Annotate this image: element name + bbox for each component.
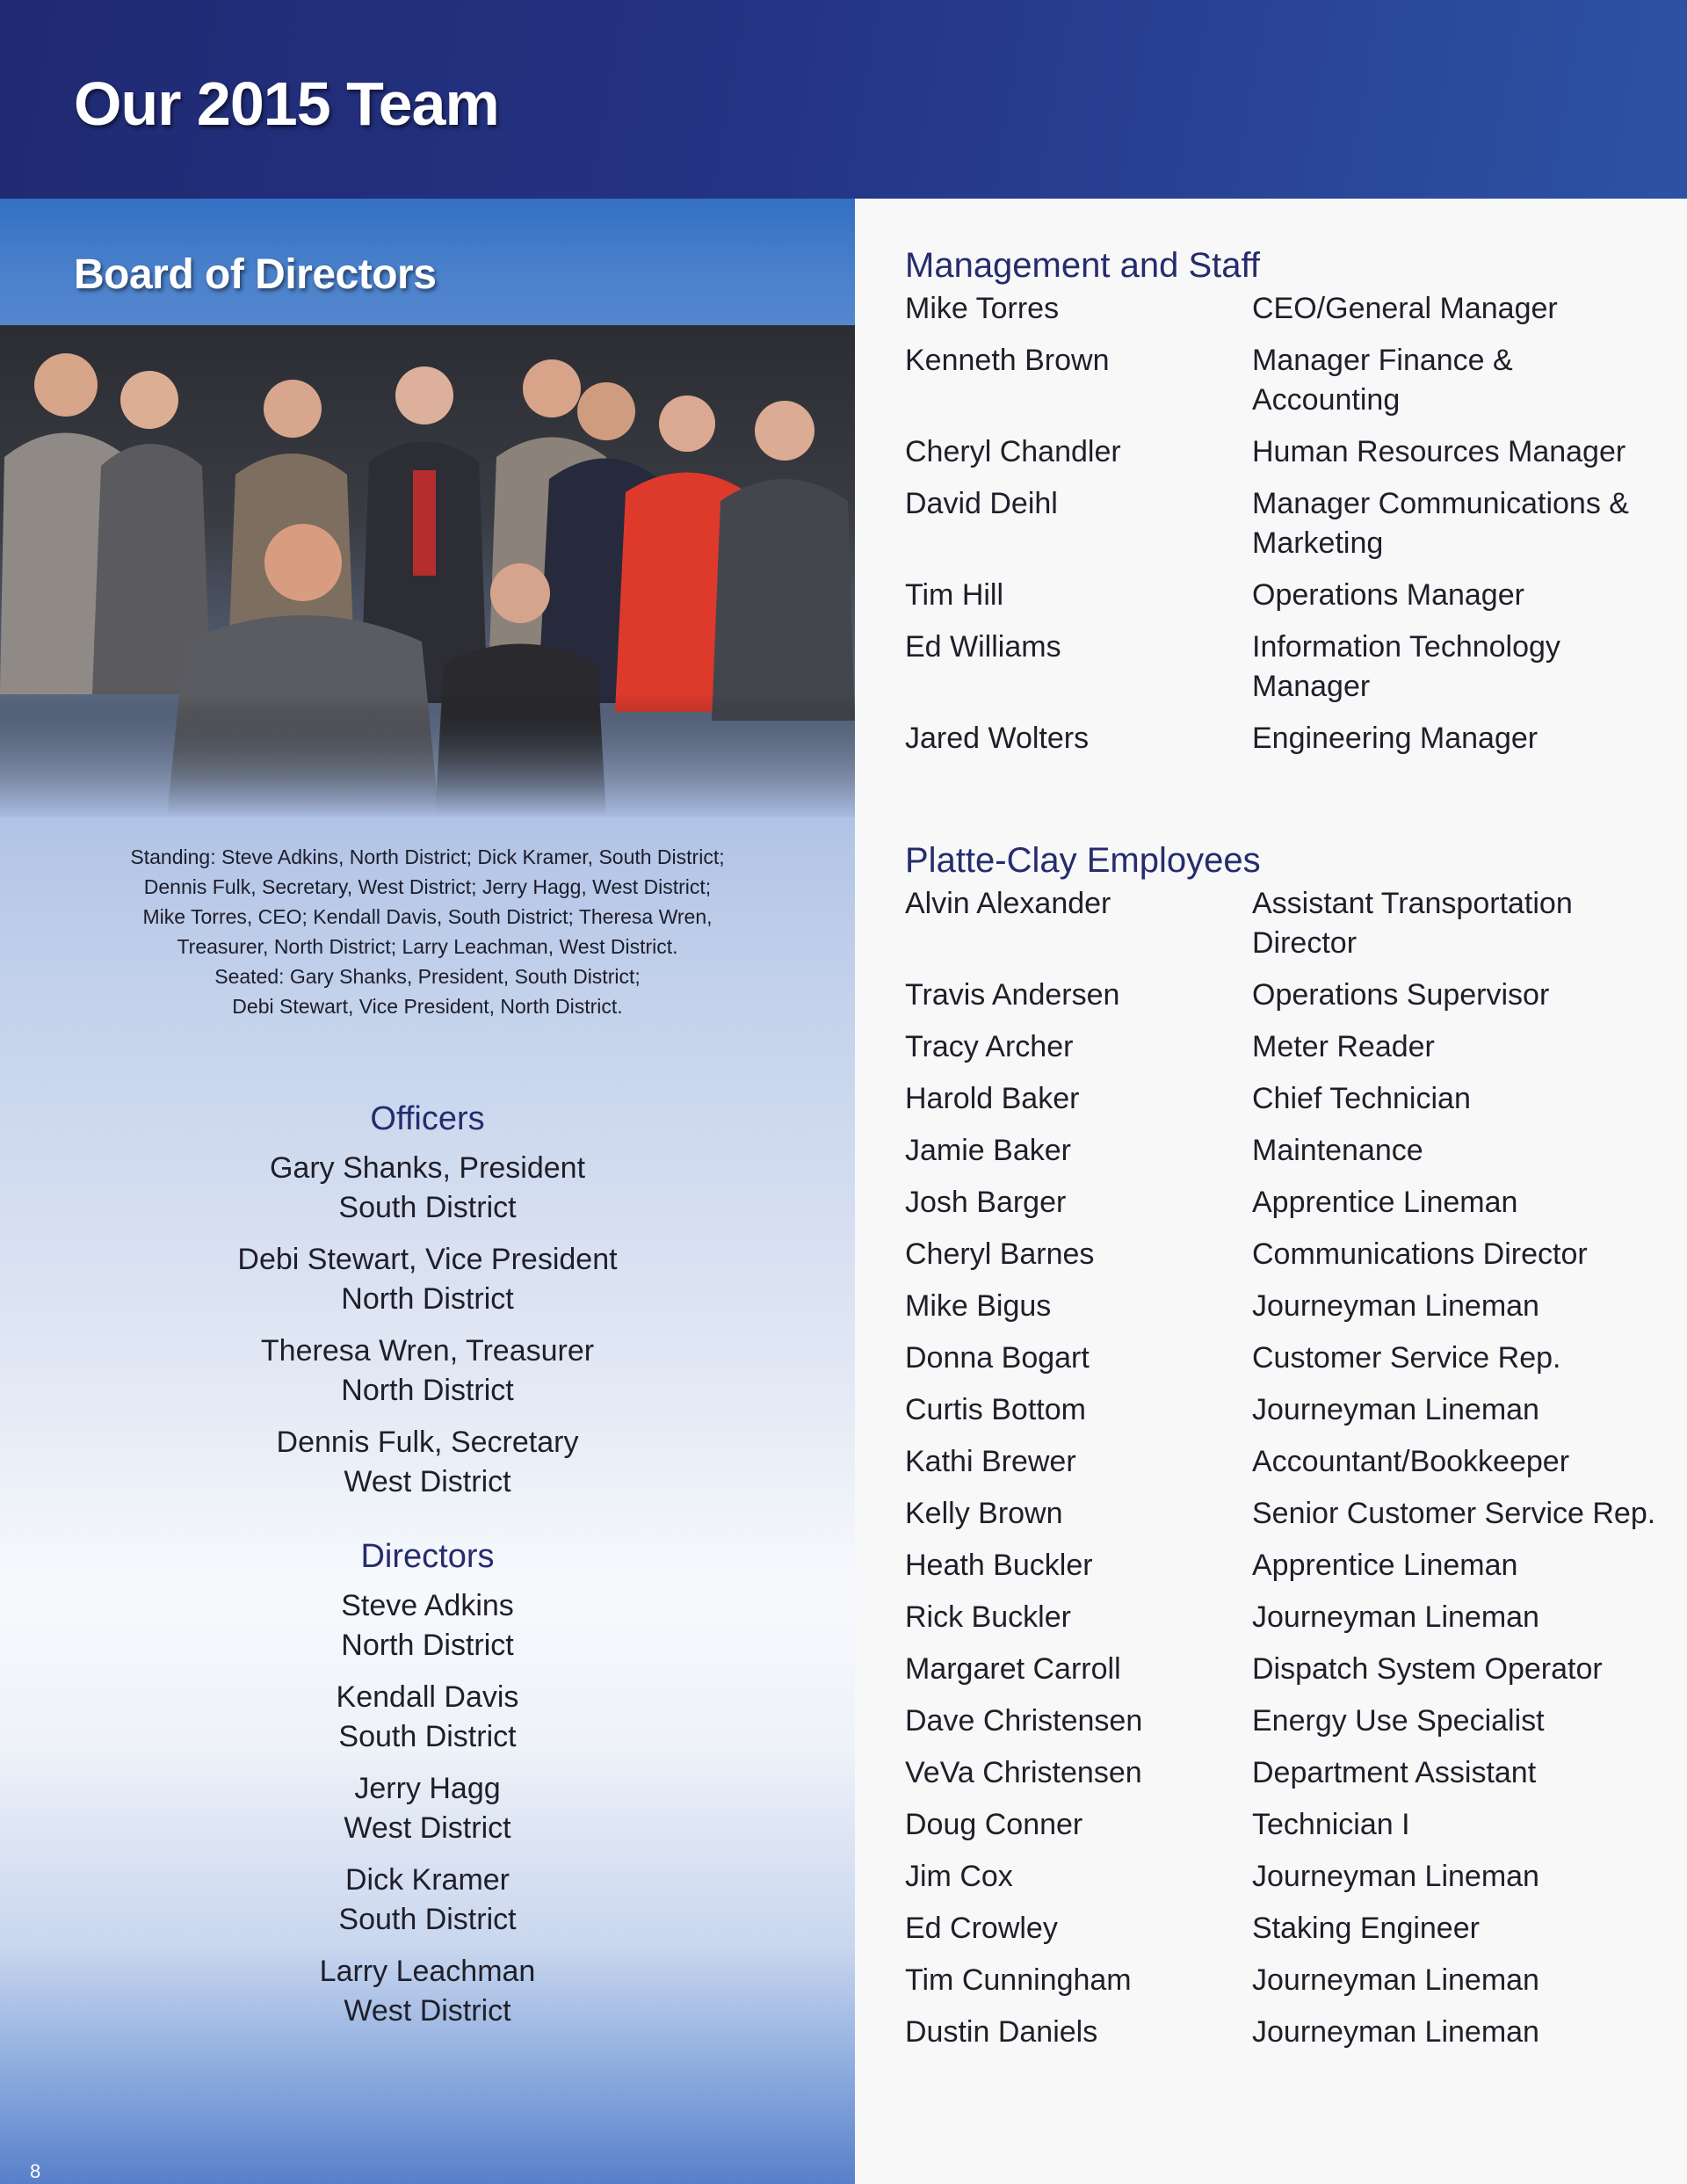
employee-row [905, 1390, 1661, 1430]
staff-name: Cheryl Chandler [905, 435, 1121, 468]
employee-row [905, 1650, 1661, 1689]
employee-row [905, 1183, 1661, 1223]
director-entry [0, 1678, 855, 1757]
employee-title: Apprentice Lineman [1252, 1549, 1518, 1582]
board-group-photo [0, 325, 855, 817]
board-heading: Board of Directors [74, 251, 437, 298]
employee-name: Kathi Brewer [905, 1445, 1076, 1478]
staff-title: Engineering Manager [1252, 722, 1539, 755]
employee-name: Ed Crowley [905, 1912, 1058, 1945]
caption-line: Dennis Fulk, Secretary, West District; Jerry Hagg, West District; [143, 875, 712, 898]
caption-line: Mike Torres, CEO; Kendall Davis, South District; Theresa Wren, [142, 905, 713, 928]
employee-name: Jamie Baker [905, 1134, 1071, 1167]
employee-row [905, 1235, 1661, 1274]
employee-row [905, 1546, 1661, 1585]
staff-title: Manager Finance & Accounting [1252, 344, 1513, 417]
page-title: Our 2015 Team [74, 69, 499, 138]
officers-heading: Officers [370, 1100, 485, 1137]
director-entry [0, 1952, 855, 2031]
employee-name: Harold Baker [905, 1082, 1080, 1115]
director-name: Larry Leachman [319, 1955, 536, 1988]
employee-name: Doug Conner [905, 1808, 1083, 1841]
employee-name: Dave Christensen [905, 1704, 1143, 1738]
employee-row [905, 1027, 1661, 1067]
officer-district: South District [338, 1191, 517, 1224]
employee-name: Margaret Carroll [905, 1652, 1121, 1686]
director-district: West District [344, 1994, 511, 2028]
employee-title: Journeyman Lineman [1252, 2015, 1539, 2049]
officer-name: Debi Stewart, Vice President [237, 1243, 618, 1276]
management-heading: Management and Staff [905, 246, 1260, 285]
page-number: 8 [30, 2160, 41, 2182]
officers-section [0, 1100, 855, 1514]
employee-title: Senior Customer Service Rep. [1252, 1497, 1656, 1530]
employee-name: Donna Bogart [905, 1341, 1090, 1375]
director-district: North District [341, 1629, 514, 1662]
director-name: Steve Adkins [341, 1589, 514, 1622]
employee-name: Heath Buckler [905, 1549, 1093, 1582]
employee-title: Staking Engineer [1252, 1912, 1480, 1945]
director-district: South District [338, 1720, 517, 1753]
employee-name: Curtis Bottom [905, 1393, 1086, 1426]
caption-line: Debi Stewart, Vice President, North District. [232, 995, 623, 1018]
director-entry [0, 1861, 855, 1940]
caption-line: Treasurer, North District; Larry Leachman, West District. [177, 935, 678, 958]
officer-district: West District [344, 1465, 511, 1498]
page-header [0, 0, 1687, 199]
staff-title: Information Technology Manager [1252, 630, 1560, 703]
employee-title: Energy Use Specialist [1252, 1704, 1545, 1738]
employee-row [905, 1442, 1661, 1482]
employee-title: Communications Director [1252, 1237, 1588, 1271]
officer-entry [0, 1240, 855, 1319]
employee-title: Journeyman Lineman [1252, 1860, 1539, 1893]
staff-name: Mike Torres [905, 292, 1060, 325]
employee-name: Rick Buckler [905, 1600, 1071, 1634]
employee-row [905, 1961, 1661, 2000]
staff-row [905, 289, 1661, 329]
employee-row [905, 1857, 1661, 1897]
employee-row [905, 1753, 1661, 1793]
staff-row [905, 432, 1661, 472]
employee-title: Journeyman Lineman [1252, 1393, 1539, 1426]
employees-heading: Platte-Clay Employees [905, 841, 1261, 880]
officer-entry [0, 1331, 855, 1411]
staff-name: Ed Williams [905, 630, 1061, 664]
director-name: Jerry Hagg [354, 1772, 501, 1805]
staff-row [905, 719, 1661, 758]
management-section [905, 246, 1661, 771]
officer-name: Theresa Wren, Treasurer [260, 1334, 595, 1368]
director-name: Kendall Davis [336, 1680, 519, 1714]
employee-row [905, 1079, 1661, 1119]
employee-title: Assistant Transportation Director [1252, 887, 1573, 960]
officer-entry [0, 1149, 855, 1228]
employee-row [905, 1287, 1661, 1326]
employee-row [905, 976, 1661, 1015]
employee-row [905, 1131, 1661, 1171]
officer-name: Dennis Fulk, Secretary [276, 1426, 579, 1459]
employee-title: Operations Supervisor [1252, 978, 1550, 1012]
caption-line: Seated: Gary Shanks, President, South District; [214, 965, 641, 988]
directors-section [0, 1538, 855, 2043]
staff-title: Manager Communications & Marketing [1252, 487, 1629, 560]
staff-row [905, 341, 1661, 420]
officer-entry [0, 1423, 855, 1502]
staff-title: CEO/General Manager [1252, 292, 1558, 325]
employee-row [905, 1339, 1661, 1378]
employee-row [905, 884, 1661, 963]
employee-title: Accountant/Bookkeeper [1252, 1445, 1570, 1478]
employee-title: Maintenance [1252, 1134, 1423, 1167]
staff-row [905, 576, 1661, 615]
employee-name: Cheryl Barnes [905, 1237, 1095, 1271]
staff-row [905, 628, 1661, 707]
director-entry [0, 1586, 855, 1665]
staff-name: David Deihl [905, 487, 1058, 520]
staff-row [905, 484, 1661, 563]
employee-row [905, 1494, 1661, 1534]
employee-name: Tim Cunningham [905, 1963, 1132, 1997]
employee-name: Tracy Archer [905, 1030, 1074, 1063]
photo-caption [35, 842, 820, 1021]
director-name: Dick Kramer [344, 1863, 510, 1897]
staff-name: Jared Wolters [905, 722, 1090, 755]
employee-row [905, 1598, 1661, 1637]
employee-title: Department Assistant [1252, 1756, 1537, 1789]
director-entry [0, 1769, 855, 1848]
employee-title: Chief Technician [1252, 1082, 1471, 1115]
officer-district: North District [341, 1282, 514, 1316]
employee-row [905, 1805, 1661, 1845]
officer-district: North District [341, 1374, 514, 1407]
employee-name: Alvin Alexander [905, 887, 1111, 920]
employees-section [905, 841, 1661, 2064]
employee-title: Meter Reader [1252, 1030, 1435, 1063]
employee-title: Journeyman Lineman [1252, 1963, 1539, 1997]
employee-row [905, 2013, 1661, 2052]
employee-title: Dispatch System Operator [1252, 1652, 1603, 1686]
employee-name: Josh Barger [905, 1186, 1067, 1219]
staff-title: Human Resources Manager [1252, 435, 1626, 468]
employee-name: Travis Andersen [905, 978, 1120, 1012]
employee-name: Dustin Daniels [905, 2015, 1098, 2049]
employee-title: Apprentice Lineman [1252, 1186, 1518, 1219]
director-district: West District [344, 1811, 511, 1845]
employee-row [905, 1909, 1661, 1948]
caption-line: Standing: Steve Adkins, North District; Dick Kramer, South District; [130, 845, 725, 868]
employee-row [905, 1701, 1661, 1741]
employee-name: VeVa Christensen [905, 1756, 1142, 1789]
staff-name: Tim Hill [905, 578, 1004, 612]
employee-title: Journeyman Lineman [1252, 1289, 1539, 1323]
employee-name: Mike Bigus [905, 1289, 1052, 1323]
employee-title: Customer Service Rep. [1252, 1341, 1561, 1375]
staff-title: Operations Manager [1252, 578, 1524, 612]
employee-name: Jim Cox [905, 1860, 1013, 1893]
officer-name: Gary Shanks, President [269, 1151, 586, 1185]
directors-heading: Directors [360, 1538, 495, 1575]
staff-name: Kenneth Brown [905, 344, 1110, 377]
employee-title: Technician I [1252, 1808, 1410, 1841]
employee-title: Journeyman Lineman [1252, 1600, 1539, 1634]
director-district: South District [338, 1903, 517, 1936]
employee-name: Kelly Brown [905, 1497, 1063, 1530]
